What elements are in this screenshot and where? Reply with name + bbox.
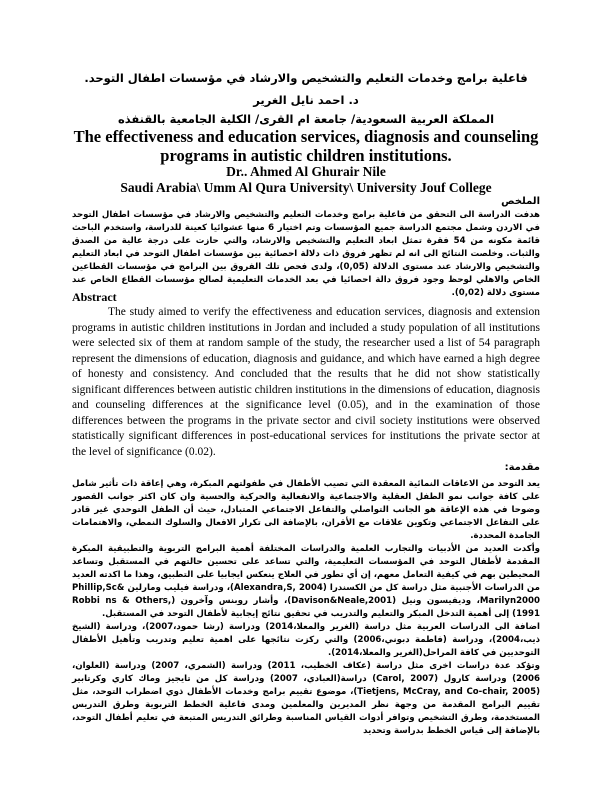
english-author: Dr.. Ahmed Al Ghurair Nile (226, 164, 386, 179)
english-abstract-text: The study aimed to verify the effectiveness and education services, diagnosis and extension programs in autistic children institutions in Jordan and included a study population of all institutions were selected six of them at random sample of the study, the researcher used a list of 54 paragraph represent the dimensions of education, diagnosis and guidance, and which have earned a high degree of honesty and consistency. And concluded that the results that he did not show statistically significant differences between autistic children institutions in the dimensions of education, diagnosis and counseling differences at the significance level (0.05), and in the examination of those differences between the programs in the private sector and civil society institutions were observed statistically significant differences in post-educational services for institutions the private sector at the level of significance (0.02). (72, 306, 540, 458)
arabic-abstract-body (72, 209, 540, 300)
arabic-affiliation: المملكة العربية السعودية/ جامعة ام القرى/ الكلية الجامعية بالقنفذه (117, 112, 495, 126)
introduction-paragraph: يعد التوحد من الاعاقات النمائية المعقدة التي تصيب الأطفال في طفولتهم المبكرة، وهي إعاقة ذات تأثير شامل على كافة جوانب نمو الطفل العقلية والاجتماعية والانفعالية والحركية والحسية وان كان اكثر جوانب القصور وضوحا في هذه الإعاقة هو الجانب التواصلي والتفاعل الاجتماعي المتبادل، حيث أن الطفل التوحدي غير قادر على التفاعل الاجتماعي وتكوين علاقات مع الأقران، بالإضافة الى تكرار الافعال والسلوك النمطي، والاهتمامات الجامدة المحددة. (72, 479, 540, 541)
arabic-abstract-heading: الملخص (501, 196, 540, 207)
english-abstract-body (72, 305, 540, 460)
arabic-author: د. احمد نايل الغرير (253, 93, 359, 107)
introduction-paragraph: وتؤكد عدة دراسات اخرى مثل دراسة (عكاف الخطيب، 2011) ودراسة (الشمري، 2007) ودراسة (العلوان، 2006) ودراسة كارول (Carol, 2007) دراسة(العبادي، 2007) ودراسة كل من تايجيز وماك كاري وكرتابير (Tietjens, McCray, and Co-chair, 2005)، موضوع تقييم برامج وخدمات الأطفال ذوي اضطراب التوحد، مثل تقييم البرامج المقدمة من وجهة نظر المديرين والمعلمين ومدى فاعلية الخطط التربوية وطرق التدريس المستخدمة، وطرق التشخيص وتوافر أدوات القياس المناسبة وطرائق التدريس المتبعة في تعليم أطفال التوحد، بالإضافة إلى قياس الخطط بدراسة وتحديد (72, 661, 540, 736)
arabic-abstract-text: هدفت الدراسة الى التحقق من فاعلية برامج وخدمات التعليم والتشخيص والارشاد في مؤسسات اطفال التوحد في الاردن وشمل مجتمع الدراسة جميع المؤسسات وتم اختيار 6 منها عشوائيا كعينة للدراسة، واستخدم الباحث قائمة مكونه من 54 فقرة تمثل ابعاد التعليم والتشخيص والارشاد، والتي حازت على درجة عالية من الصدق والثبات. وخلصت النتائج الى انه لم تظهر فروق ذات دلالة احصائية بين مؤسسات اطفال التوحد في ابعاد التعليم والتشخيص والارشاد عند مستوى الدلالة (0,05)، ولدى فحص تلك الفروق بين البرامج في مؤسسات القطاعين الخاص والاهلي لوحظ وجود فروق دالة احصائيا في بعد الخدمات التعليمية لصالح مؤسسات القطاع الخاص عند مستوى دلالة (0,02). (72, 210, 540, 298)
english-affiliation: Saudi Arabia\ Umm Al Qura University\ University Jouf College (120, 180, 492, 195)
english-title: The effectiveness and education services, diagnosis and counseling programs in autistic children institutions. (73, 127, 539, 165)
english-abstract-heading: Abstract (72, 290, 117, 304)
introduction-heading: مقدمة: (504, 462, 540, 473)
introduction-paragraph: اضافة الى الدراسات العربية مثل دراسة (الغرير والمعلا،2014) ودراسة (رشا حمود،2007)، ودراسة (الشيخ ذيب،2004)، ودراسة (فاطمة دبوني،2006) والتي ركزت نتائجها على اهمية تعليم وتدريب وتأهيل الأطفال التوحديين في كافة المراحل(الغرير والمعلا،2014). (72, 622, 540, 658)
introduction-body (72, 478, 540, 738)
introduction-paragraph: وأكدت العديد من الأدبيات والتجارب العلمية والدراسات المختلفة أهمية البرامج التربوية والتطبيقية المبكرة المقدمة لأطفال التوحد في المؤسسات التعليمية، والتي تساعد على تحسين حالتهم في المستقبل وتساعد المحيطين بهم في كيفية التعامل معهم، إن أي تطور في العلاج ينعكس ايجابيا على التطبيق، وهذا ما اكدته العديد من الدراسات الأجنبية مثل دراسة كل من الكسندرا (2004 ,Alexandra,S)، ودراسة فيليب ومارلين Phillip,Sc& Marilyn2000، وديفيسون ونيل (Davison&Neale,2001)، وأشار روبنس وآخرون (Robbi ns & Others, 1991) إلى أهمية التدخل المبكر والتعليم والتدريب في تحقيق نتائج إيجابية لأطفال التوحد في المستقبل. (72, 544, 540, 619)
arabic-title: فاعلية برامج وخدمات التعليم والتشخيص والارشاد في مؤسسات اطفال التوحد. (84, 71, 528, 85)
